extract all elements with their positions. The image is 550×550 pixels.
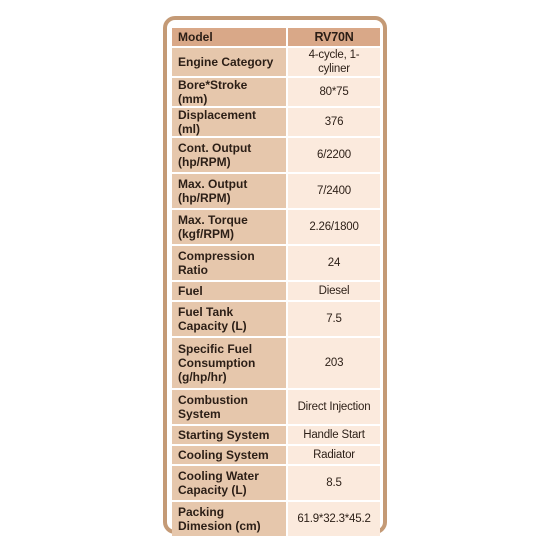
table-row — [172, 466, 380, 500]
spec-value: 203 — [288, 338, 380, 388]
table-row — [172, 138, 380, 172]
spec-value: 2.26/1800 — [288, 210, 380, 244]
spec-value: 7.5 — [288, 302, 380, 336]
spec-label: Fuel Tank Capacity (L) — [172, 302, 286, 336]
table-row — [172, 446, 380, 464]
spec-value: Handle Start — [288, 426, 380, 444]
spec-label: Compression Ratio — [172, 246, 286, 280]
spec-value: 61.9*32.3*45.2 — [288, 502, 380, 536]
spec-value: 6/2200 — [288, 138, 380, 172]
spec-value: Direct Injection — [288, 390, 380, 424]
spec-label: Max. Torque (kgf/RPM) — [172, 210, 286, 244]
spec-label: Engine Category — [172, 48, 286, 76]
spec-label: Starting System — [172, 426, 286, 444]
spec-value: 4-cycle, 1-cyliner — [288, 48, 380, 76]
table-row — [172, 502, 380, 536]
spec-label: Displacement (ml) — [172, 108, 286, 136]
spec-value: Radiator — [288, 446, 380, 464]
table-row — [172, 48, 380, 76]
spec-value: 8.5 — [288, 466, 380, 500]
table-row — [172, 302, 380, 336]
spec-label: Fuel — [172, 282, 286, 300]
spec-value: 7/2400 — [288, 174, 380, 208]
spec-label: Cooling Water Capacity (L) — [172, 466, 286, 500]
table-row — [172, 78, 380, 106]
spec-table-body — [172, 28, 380, 536]
spec-value: 376 — [288, 108, 380, 136]
spec-label: Specific Fuel Consumption (g/hp/hr) — [172, 338, 286, 388]
header-label: Model — [172, 28, 286, 46]
table-row — [172, 210, 380, 244]
table-row — [172, 282, 380, 300]
table-row — [172, 108, 380, 136]
header-model-value: RV70N — [288, 28, 380, 46]
spec-value: 80*75 — [288, 78, 380, 106]
spec-label: Packing Dimesion (cm) — [172, 502, 286, 536]
spec-label: Max. Output (hp/RPM) — [172, 174, 286, 208]
spec-label: Cooling System — [172, 446, 286, 464]
table-row — [172, 390, 380, 424]
spec-value: 24 — [288, 246, 380, 280]
table-row — [172, 174, 380, 208]
spec-label: Combustion System — [172, 390, 286, 424]
table-row — [172, 246, 380, 280]
spec-value: Diesel — [288, 282, 380, 300]
table-row — [172, 338, 380, 388]
spec-label: Cont. Output (hp/RPM) — [172, 138, 286, 172]
table-row — [172, 426, 380, 444]
spec-table — [172, 26, 380, 538]
spec-label: Bore*Stroke (mm) — [172, 78, 286, 106]
table-header-row — [172, 28, 380, 46]
